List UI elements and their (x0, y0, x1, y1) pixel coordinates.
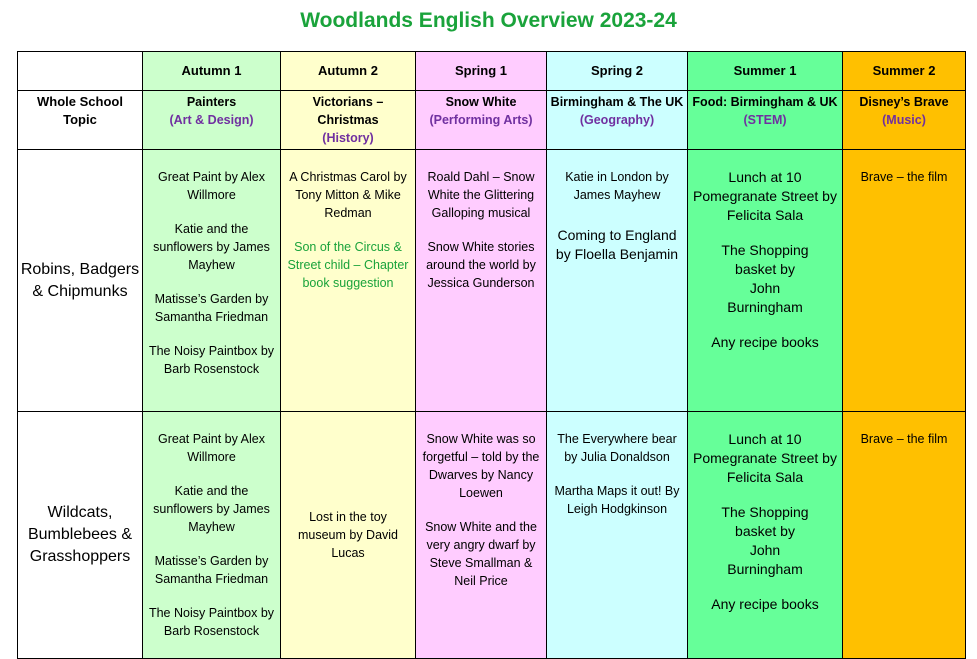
book-entry: Lost in the toy museum by David Lucas (297, 510, 399, 560)
books-cell (547, 412, 688, 659)
topic-label: Whole School Topic (18, 91, 143, 150)
term-header: Spring 1 (416, 52, 547, 91)
book-entry: A Christmas Carol by Tony Mitton & Mike Redman (289, 170, 407, 220)
book-entry: Roald Dahl – Snow White the Glittering Galloping musical (427, 170, 535, 220)
topic-cell (843, 91, 966, 150)
book-entry: Great Paint by Alex Willmore (157, 432, 265, 464)
books-cell (843, 150, 966, 412)
book-entry: Lunch at 10 Pomegranate Street by Felicita Sala (693, 431, 837, 485)
topic-row (18, 91, 966, 150)
books-cell (143, 150, 281, 412)
book-entry: Coming to England by Floella Benjamin (555, 227, 679, 262)
books-cell (547, 150, 688, 412)
topic-subject: (Music) (882, 113, 926, 127)
books-cell (416, 150, 547, 412)
book-entry: Snow White was so forgetful – told by the Dwarves by Nancy Loewen (422, 432, 540, 500)
books-cell (688, 412, 843, 659)
topic-name: Victorians – Christmas (312, 95, 384, 127)
book-entry: Matisse’s Garden by Samantha Friedman (154, 292, 269, 324)
topic-cell (547, 91, 688, 150)
books-cell (143, 412, 281, 659)
topic-name: Disney’s Brave (859, 95, 949, 109)
terms-header-row (18, 52, 966, 91)
term-header: Summer 2 (843, 52, 966, 91)
topic-subject: (Art & Design) (169, 113, 254, 127)
books-cell (416, 412, 547, 659)
book-entry: Katie and the sunflowers by James Mayhew (153, 222, 270, 272)
topic-subject: (History) (322, 131, 374, 145)
topic-subject: (Performing Arts) (429, 113, 533, 127)
english-overview-table (17, 51, 966, 659)
book-entry: Matisse’s Garden by Samantha Friedman (154, 554, 269, 586)
topic-name: Food: Birmingham & UK (692, 95, 838, 109)
class-label: Wildcats, Bumblebees & Grasshoppers (18, 412, 143, 659)
book-entry: Martha Maps it out! By Leigh Hodgkinson (554, 484, 680, 516)
books-cell (281, 150, 416, 412)
book-entry: The Shopping basket by John Burningham (721, 504, 809, 577)
topic-name: Birmingham & The UK (550, 95, 684, 109)
book-entry: The Noisy Paintbox by Barb Rosenstock (148, 344, 275, 376)
topic-cell (143, 91, 281, 150)
term-header: Spring 2 (547, 52, 688, 91)
topic-name: Painters (186, 95, 237, 109)
term-header: Autumn 1 (143, 52, 281, 91)
book-entry: Katie and the sunflowers by James Mayhew (153, 484, 270, 534)
book-entry: Snow White stories around the world by Jessica Gunderson (426, 240, 536, 290)
topic-subject: (Geography) (579, 113, 655, 127)
book-entry: Katie in London by James Mayhew (565, 170, 669, 202)
topic-subject: (STEM) (743, 113, 787, 127)
book-entry: Brave – the film (860, 170, 948, 184)
book-entry: The Noisy Paintbox by Barb Rosenstock (148, 606, 275, 638)
books-cell (843, 412, 966, 659)
books-cell (281, 412, 416, 659)
class-label: Robins, Badgers & Chipmunks (18, 150, 143, 412)
class-row (18, 150, 966, 412)
term-header: Summer 1 (688, 52, 843, 91)
book-entry: Lunch at 10 Pomegranate Street by Felicita Sala (693, 169, 837, 223)
book-entry: Any recipe books (711, 334, 819, 350)
page-title: Woodlands English Overview 2023-24 (300, 9, 677, 32)
book-entry: Any recipe books (711, 596, 819, 612)
topic-cell (688, 91, 843, 150)
topic-cell (416, 91, 547, 150)
term-header: Autumn 2 (281, 52, 416, 91)
chapter-book-suggestion: Son of the Circus & Street child – Chapter book suggestion (287, 240, 409, 290)
books-cell (688, 150, 843, 412)
book-entry: The Shopping basket by John Burningham (721, 242, 809, 315)
topic-cell (281, 91, 416, 150)
book-entry: Brave – the film (860, 432, 948, 446)
topic-name: Snow White (445, 95, 517, 109)
book-entry: Great Paint by Alex Willmore (157, 170, 265, 202)
corner-cell (18, 52, 143, 91)
book-entry: The Everywhere bear by Julia Donaldson (557, 432, 677, 464)
class-row (18, 412, 966, 659)
book-entry: Snow White and the very angry dwarf by Steve Smallman & Neil Price (425, 520, 537, 588)
